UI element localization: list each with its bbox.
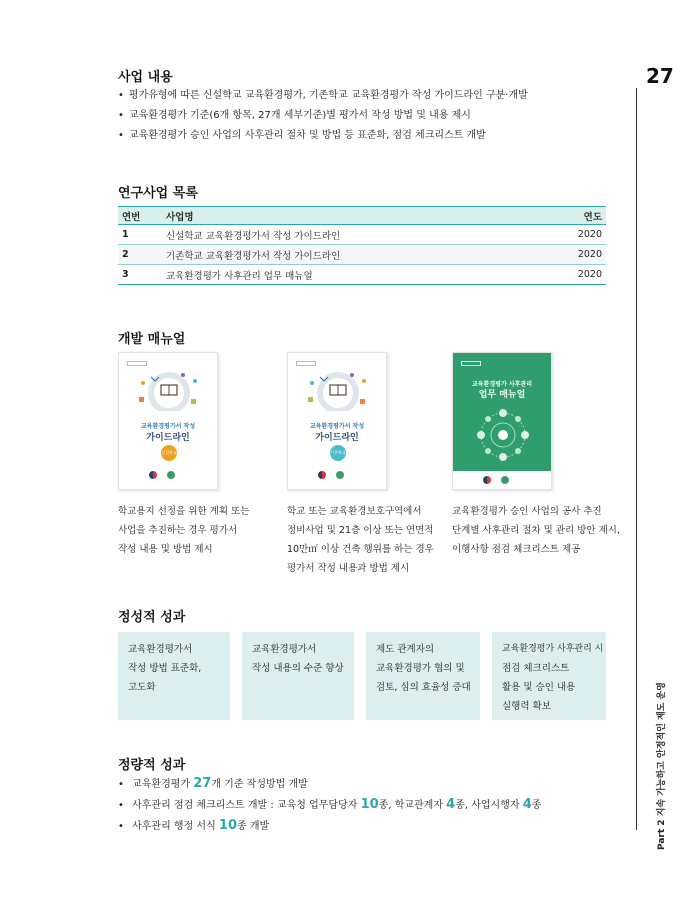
text: 종, 사업시행자 — [455, 800, 523, 811]
text: 교육환경평가 — [132, 779, 194, 790]
text: 사후관리 행정 서식 — [132, 821, 219, 832]
desc-line: 학교 또는 교육환경보호구역에서 — [287, 506, 422, 517]
table-row — [118, 265, 606, 285]
row-no: 1 — [118, 225, 162, 245]
cover-desc-2 — [287, 502, 434, 578]
cover-tag — [296, 361, 316, 366]
cover-title-small: 교육환경평가 사후관리 — [471, 381, 533, 388]
cover-aftercare-manual — [452, 352, 552, 490]
quantitative-title: 정량적 성과 — [118, 758, 186, 773]
cover-title-small: 교육환경평가서 작성 — [140, 423, 196, 430]
side-label — [654, 682, 684, 850]
qbox-line: 교육환경평가 협의 및 — [376, 663, 465, 674]
qualitative-box-2 — [242, 632, 354, 720]
qbox-line: 교육환경평가서 — [128, 644, 193, 655]
business-item: • 교육환경평가 기준(6개 항목, 27개 세부기준)별 평가서 작성 방법 및 내용 제시 — [118, 106, 528, 126]
highlight-number: 10 — [360, 797, 379, 812]
business-title: 사업 내용 — [118, 70, 173, 85]
qualitative-box-1 — [118, 632, 230, 720]
desc-line: 학교용지 선정을 위한 계획 또는 — [118, 506, 250, 517]
desc-line: 단계별 사후관리 절차 및 관리 방안 제시, — [452, 525, 620, 536]
text: 종 개발 — [237, 821, 270, 832]
cover-title-big: 업무 매뉴얼 — [478, 390, 526, 400]
cover-existing-school-guideline — [287, 352, 387, 490]
qbox-line: 교육환경평가 사후관리 시 — [502, 644, 604, 654]
cover-new-school-guideline — [118, 352, 218, 490]
logo-icon — [149, 471, 157, 479]
row-no: 3 — [118, 265, 162, 285]
logo-icon — [336, 471, 344, 479]
logo-icon — [318, 471, 326, 479]
desc-line: 이행사항 점검 체크리스트 제공 — [452, 544, 581, 555]
row-year: 2020 — [546, 265, 606, 285]
qualitative-box-4 — [492, 632, 606, 720]
quantitative-item — [118, 816, 541, 837]
business-item: • 평가유형에 따른 신설학교 교육환경평가, 기존학교 교육환경평가 작성 가이드라인 구분·개발 — [118, 86, 528, 106]
cover-title-big: 가이드라인 — [315, 433, 359, 443]
qbox-line: 고도화 — [128, 682, 156, 693]
research-table — [118, 206, 606, 285]
manuals-title: 개발 매뉴얼 — [118, 332, 186, 347]
cover-tag — [127, 361, 147, 366]
cover-desc-3 — [452, 502, 620, 559]
highlight-number: 4 — [522, 797, 532, 812]
row-year: 2020 — [546, 245, 606, 265]
cover-badge: 신설학교 — [161, 445, 177, 461]
cover-desc-1 — [118, 502, 249, 559]
cover-title-small: 교육환경평가서 작성 — [309, 423, 365, 430]
text: 종, 학교관계자 — [378, 800, 447, 811]
desc-line: 정비사업 및 21층 이상 또는 연면적 — [287, 525, 434, 536]
highlight-number: 4 — [446, 797, 456, 812]
page-number: 27 — [646, 64, 674, 88]
row-name: 교육환경평가 사후관리 업무 매뉴얼 — [162, 265, 546, 285]
cover-illustration — [133, 371, 205, 411]
header-year: 연도 — [546, 207, 606, 225]
text: 개 기준 작성방법 개발 — [211, 779, 308, 790]
side-rule — [636, 88, 637, 830]
text: 사후관리 점검 체크리스트 개발 : 교육청 업무담당자 — [132, 800, 361, 811]
cover-title-big: 가이드라인 — [146, 433, 190, 443]
highlight-number: 10 — [218, 818, 238, 833]
desc-line: 작성 내용 및 방법 제시 — [118, 544, 213, 555]
desc-line: 교육환경평가 승인 사업의 공사 추진 — [452, 506, 602, 517]
row-name: 기존학교 교육환경평가서 작성 가이드라인 — [162, 245, 546, 265]
qbox-line: 검토, 심의 효율성 증대 — [376, 682, 471, 693]
row-name: 신설학교 교육환경평가서 작성 가이드라인 — [162, 225, 546, 245]
qbox-line: 제도 관계자의 — [376, 644, 435, 655]
desc-line: 10만㎡ 이상 건축 행위를 하는 경우 — [287, 544, 434, 555]
logo-icon — [483, 476, 491, 484]
table-row — [118, 245, 606, 265]
highlight-number: 27 — [193, 776, 212, 791]
qbox-line: 실행력 확보 — [502, 701, 551, 712]
business-item: • 교육환경평가 승인 사업의 사후관리 절차 및 방법 등 표준화, 점검 체크리스트 개발 — [118, 126, 528, 146]
cover-illustration — [302, 371, 374, 411]
table-row — [118, 225, 606, 245]
header-name: 사업명 — [162, 207, 546, 225]
qbox-line: 점검 체크리스트 — [502, 663, 570, 674]
desc-line: 평가서 작성 내용과 방법 제시 — [287, 563, 410, 574]
qbox-line: 작성 내용의 수준 향상 — [252, 663, 344, 674]
qbox-line: 작성 방법 표준화, — [128, 663, 202, 674]
qualitative-box-3 — [366, 632, 480, 720]
side-label-text: Part 2 지속 가능하고 안정적인 제도 운영 — [657, 682, 667, 850]
quantitative-item — [118, 774, 541, 795]
text: 종 — [531, 800, 542, 811]
table-header-row — [118, 207, 606, 225]
qbox-line: 교육환경평가서 — [252, 644, 317, 655]
quantitative-list — [118, 774, 541, 837]
desc-line: 사업을 추진하는 경우 평가서 — [118, 525, 238, 536]
header-no: 연번 — [118, 207, 162, 225]
cover-network-illustration — [471, 405, 535, 465]
row-no: 2 — [118, 245, 162, 265]
research-title: 연구사업 목록 — [118, 186, 198, 201]
qbox-line: 활용 및 승인 내용 — [502, 682, 576, 693]
qualitative-title: 정성적 성과 — [118, 610, 186, 625]
row-year: 2020 — [546, 225, 606, 245]
quantitative-item — [118, 795, 541, 816]
cover-tag — [461, 361, 481, 366]
business-list — [118, 86, 528, 146]
cover-badge: 기존학교 — [330, 445, 346, 461]
logo-icon — [167, 471, 175, 479]
logo-icon — [501, 476, 509, 484]
